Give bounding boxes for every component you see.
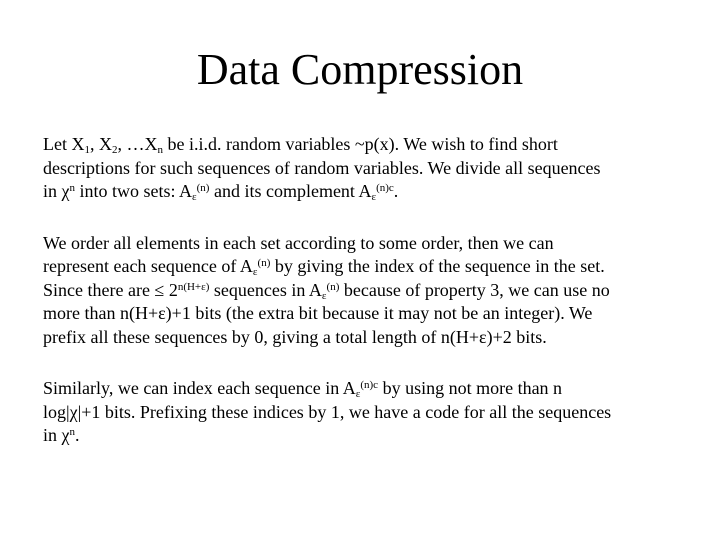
text-run: Let X xyxy=(43,134,85,154)
text-line xyxy=(43,424,683,448)
text-run: Since there are ≤ 2 xyxy=(43,279,178,300)
text-run: by giving the index of the sequence in the set. xyxy=(270,256,605,276)
text-run: in χ xyxy=(43,425,70,445)
subscript: 2 xyxy=(111,144,118,156)
subscript: ε xyxy=(252,266,258,278)
superscript: (n)c xyxy=(376,182,394,194)
text-run: be i.i.d. random variables ~p(x). We wish to find short xyxy=(162,134,558,154)
text-run: , X xyxy=(89,134,112,154)
subscript: ε xyxy=(192,191,197,203)
text-run: and its complement A xyxy=(209,181,372,201)
paragraph-complement-encoding xyxy=(43,377,683,448)
superscript: (n) xyxy=(257,257,271,269)
text-run: represent each sequence of A xyxy=(43,256,253,276)
superscript: (n) xyxy=(326,280,340,293)
subscript: ε xyxy=(371,191,377,203)
text-line xyxy=(43,255,683,279)
text-line xyxy=(43,180,683,204)
text-line xyxy=(43,377,683,401)
slide-body xyxy=(43,133,683,448)
text-run: into two sets: A xyxy=(75,181,193,201)
superscript: n xyxy=(69,426,75,438)
text-run: sequences in A xyxy=(209,279,322,300)
paragraph-typical-set-encoding xyxy=(43,232,683,350)
subscript: ε xyxy=(321,289,327,302)
subscript: ε xyxy=(355,388,361,400)
text-run: because of property 3, we can use no xyxy=(339,279,610,300)
text-line xyxy=(43,279,683,303)
superscript: (n) xyxy=(196,182,210,194)
superscript: (n)c xyxy=(360,379,379,391)
text-run: Similarly, we can index each sequence in A xyxy=(43,378,356,398)
subscript: n xyxy=(157,144,163,156)
text-line xyxy=(43,133,683,157)
text-run: . xyxy=(393,181,399,201)
superscript: n xyxy=(69,182,75,194)
text-run: . xyxy=(75,425,80,445)
text-run: by using not more than n xyxy=(378,378,563,398)
text-line: prefix all these sequences by 0, giving a total length of n(H+ε)+2 bits. xyxy=(43,326,547,347)
text-run: , …X xyxy=(117,134,158,154)
slide-title: Data Compression xyxy=(196,45,524,94)
text-line: more than n(H+ε)+1 bits (the extra bit because it may not be an integer). We xyxy=(43,303,593,323)
subscript: 1 xyxy=(84,144,90,156)
paragraph-definitions xyxy=(43,133,683,204)
text-line: descriptions for such sequences of random variables. We divide all sequences xyxy=(43,157,601,178)
superscript: n(H+ε) xyxy=(177,280,210,293)
text-line: We order all elements in each set according to some order, then we can xyxy=(43,232,554,253)
text-line: log|χ|+1 bits. Prefixing these indices by 1, we have a code for all the sequences xyxy=(43,401,612,422)
text-run: in χ xyxy=(43,181,70,201)
